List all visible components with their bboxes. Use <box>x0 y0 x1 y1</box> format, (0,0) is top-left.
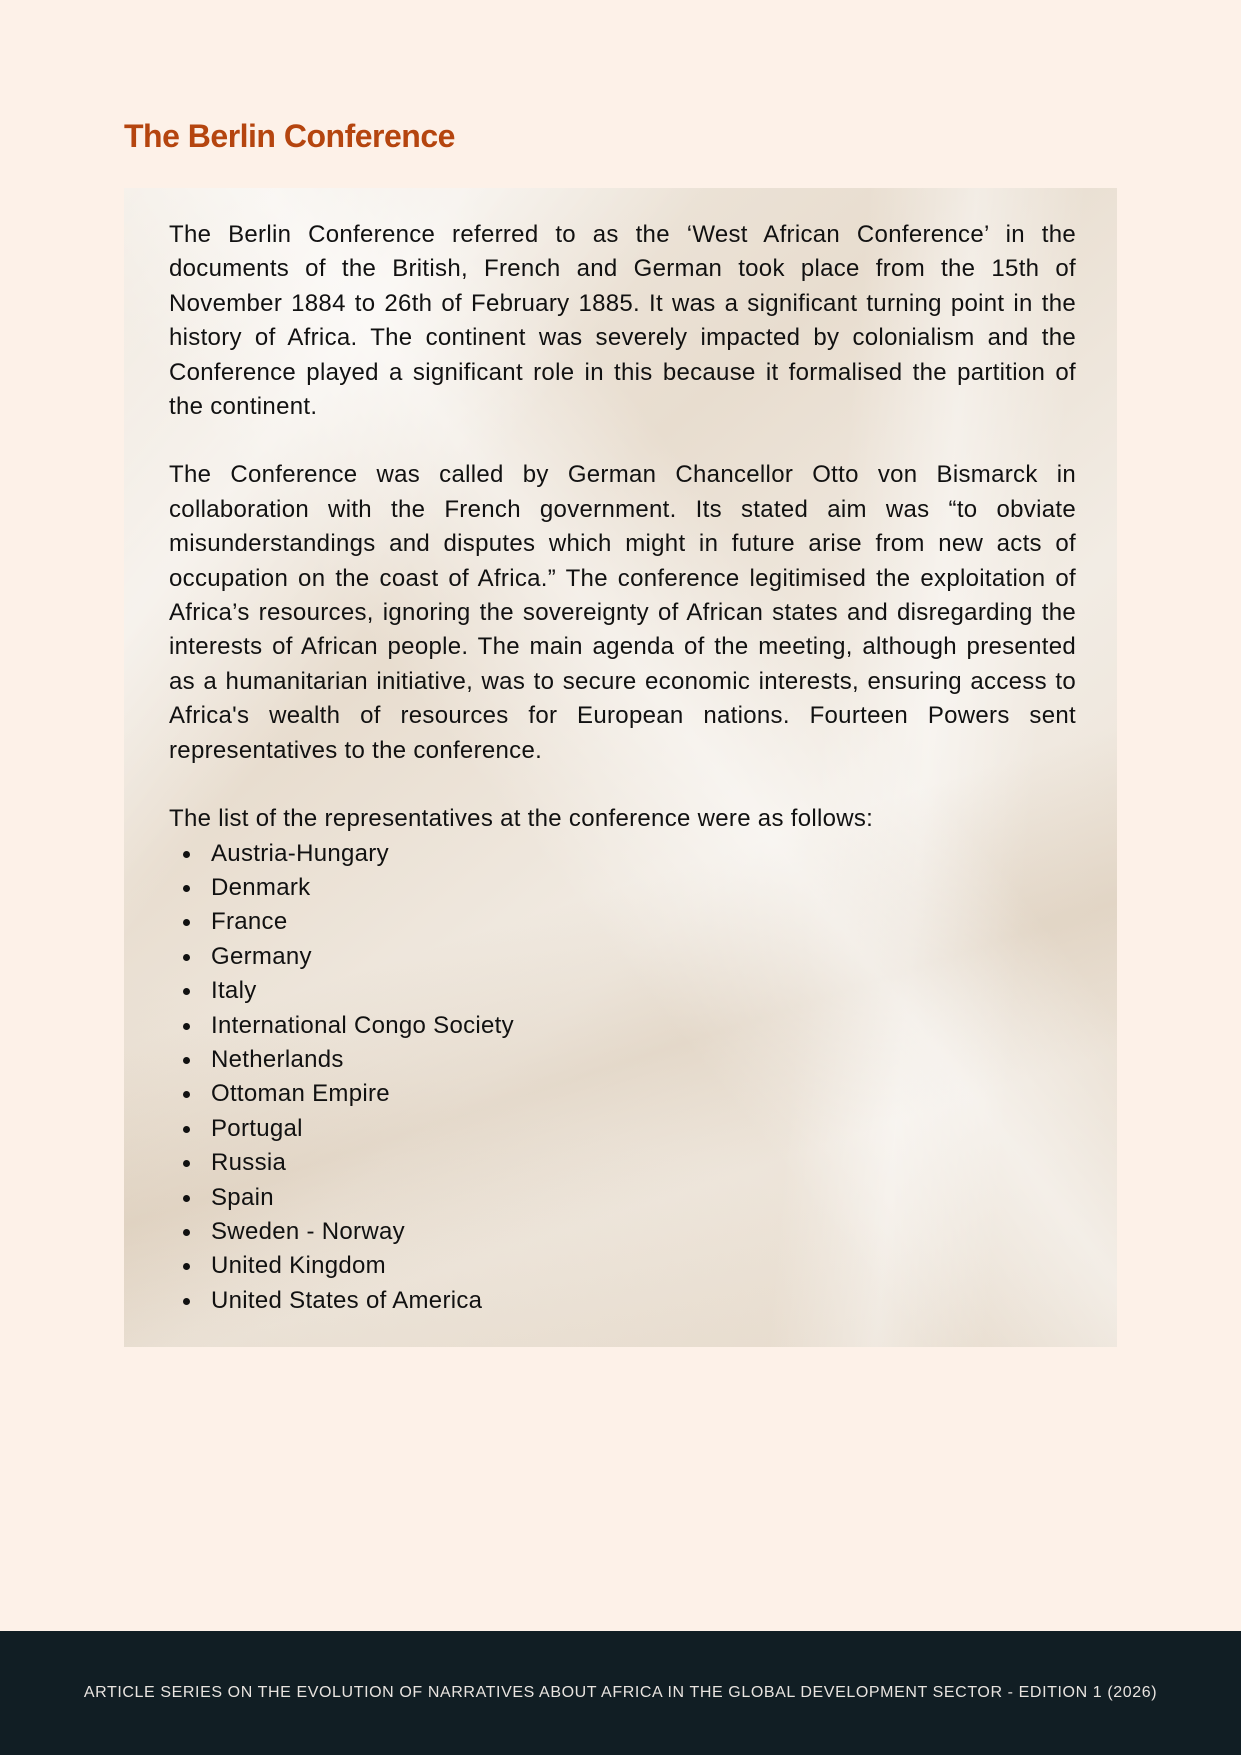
footer <box>0 1631 1241 1755</box>
list-item: Spain <box>211 1181 1076 1215</box>
article-panel <box>124 188 1117 1347</box>
list-item: Germany <box>211 940 1076 974</box>
footer-text: ARTICLE SERIES ON THE EVOLUTION OF NARRATIVES ABOUT AFRICA IN THE GLOBAL DEVELOPMENT SECTOR - EDITION 1 (2026) <box>83 1684 1158 1701</box>
list-item: Portugal <box>211 1112 1076 1146</box>
list-item: Austria-Hungary <box>211 837 1076 871</box>
list-item: Italy <box>211 974 1076 1008</box>
list-item: United Kingdom <box>211 1249 1076 1283</box>
list-item: France <box>211 905 1076 939</box>
list-item: Denmark <box>211 871 1076 905</box>
list-item: International Congo Society <box>211 1009 1076 1043</box>
list-intro: The list of the representatives at the conference were as follows: <box>169 805 874 833</box>
context-paragraph: The Conference was called by German Chancellor Otto von Bismarck in collaboration with the French government. Its stated aim was “to obviate misunderstandings and disputes which might in future arise from new acts of occupation on the coast of Africa.” The conference legitimised the exploitation of Africa’s resources, ignoring the sovereignty of African states and disregarding the interests of African people. The main agenda of the meeting, although presented as a humanitarian initiative, was to secure economic interests, ensuring access to Africa's wealth of resources for European nations. Fourteen Powers sent representatives to the conference. <box>169 461 1076 764</box>
page-title: The Berlin Conference <box>124 118 455 154</box>
intro-paragraph: The Berlin Conference referred to as the ‘West African Conference’ in the documents of the British, French and German took place from the 15th of November 1884 to 26th of February 1885. It was a significant turning point in the history of Africa. The continent was severely impacted by colonialism and the Conference played a significant role in this because it formalised the partition of the continent. <box>169 221 1076 421</box>
list-item: Netherlands <box>211 1043 1076 1077</box>
list-item: Ottoman Empire <box>211 1077 1076 1111</box>
list-item: Russia <box>211 1146 1076 1180</box>
representatives-list <box>169 837 1076 1319</box>
list-item: Sweden - Norway <box>211 1215 1076 1249</box>
list-item: United States of America <box>211 1284 1076 1318</box>
